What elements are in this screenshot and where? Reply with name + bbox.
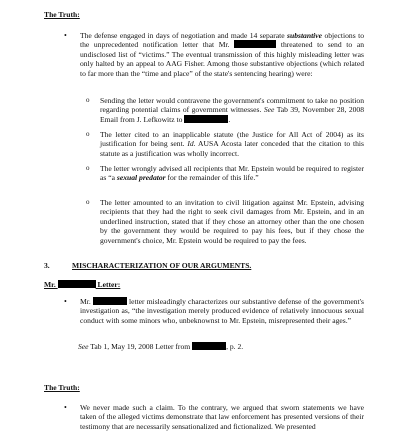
redaction-bar (184, 115, 228, 123)
sub-item-statute (86, 130, 364, 158)
circle-bullet-icon: o (86, 130, 90, 138)
bullet-icon: • (64, 31, 67, 40)
redaction-bar (93, 297, 127, 305)
bullet-no-claim-text: We never made such a claim. To the contrary, we argued that sworn statements we have taken of the alleged victims demonstrate that law enforcement has presented versions of their testimony that are necessarily sensationalized and fictionalized. We presented (80, 403, 364, 431)
section-heading (44, 261, 251, 270)
section-title: MISCHARACTERIZATION OF OUR ARGUMENTS. (72, 261, 252, 270)
truth-heading: The Truth: (44, 10, 80, 19)
section-number: 3. (44, 261, 50, 270)
redaction-bar (58, 280, 96, 288)
bullet-objections-text: The defense engaged in days of negotiation and made 14 separate substantive objections to the unprecedented notification letter that Mr. threatened to send to an undisclosed list of “victims.” The eventual transmission of this highly misleading letter was only halted by an appeal to AAG Fisher. Among those substantive objections (which related to far more than the “time and place” of the state's sentencing hearing) were: (80, 31, 364, 78)
sub-item-statute-text: The letter cited to an inapplicable statute (the Justice for All Act of 2004) as its justification for being sent. Id. AUSA Acosta later conceded that the citation to this statute as a justification was wholly incorrect. (100, 130, 364, 158)
bullet-icon: • (64, 297, 67, 306)
circle-bullet-icon: o (86, 164, 90, 172)
bullet-objections (64, 31, 364, 78)
sub-item-civil-litigation (86, 198, 364, 245)
circle-bullet-icon: o (86, 198, 90, 206)
truth-heading-2: The Truth: (44, 383, 80, 392)
bullet-no-claim (64, 403, 364, 431)
bullet-mischaracterization (64, 297, 364, 325)
see-citation: See Tab 1, May 19, 2008 Letter from , p. 2. (78, 342, 244, 351)
redaction-bar (192, 342, 226, 350)
redaction-bar (234, 40, 276, 48)
mr-letter-heading: Mr. Letter: (44, 280, 121, 289)
sub-item-commitment-text: Sending the letter would contravene the government's commitment to take no position regarding potential claims of government witnesses. See Tab 39, November 28, 2008 Email from J. Lefkowitz to . (100, 96, 365, 124)
bullet-icon: • (64, 403, 67, 412)
sub-item-predator (86, 164, 364, 183)
circle-bullet-icon: o (86, 96, 90, 104)
sub-item-commitment (86, 96, 364, 124)
sub-item-predator-text: The letter wrongly advised all recipients that Mr. Epstein would be required to register as “a sexual predator for the remainder of this life.” (100, 164, 364, 183)
bullet-mischaracterization-text: Mr. letter misleadingly characterizes our substantive defense of the government's investigation as, “the investigation merely produced evidence of relatively innocuous sexual conduct with some minors who, unbeknownst to Mr. Epstein, misrepresented their ages.” (80, 297, 364, 325)
sub-item-civil-litigation-text: The letter amounted to an invitation to civil litigation against Mr. Epstein, advising recipients that they had the right to seek civil damages from Mr. Epstein, and in an underlined instruction, stated that if they chose an attorney other than the one chosen by the government they would be required to pay his fees, but if they chose the government's choice, Mr. Epstein would be required to pay the fees. (100, 198, 364, 245)
